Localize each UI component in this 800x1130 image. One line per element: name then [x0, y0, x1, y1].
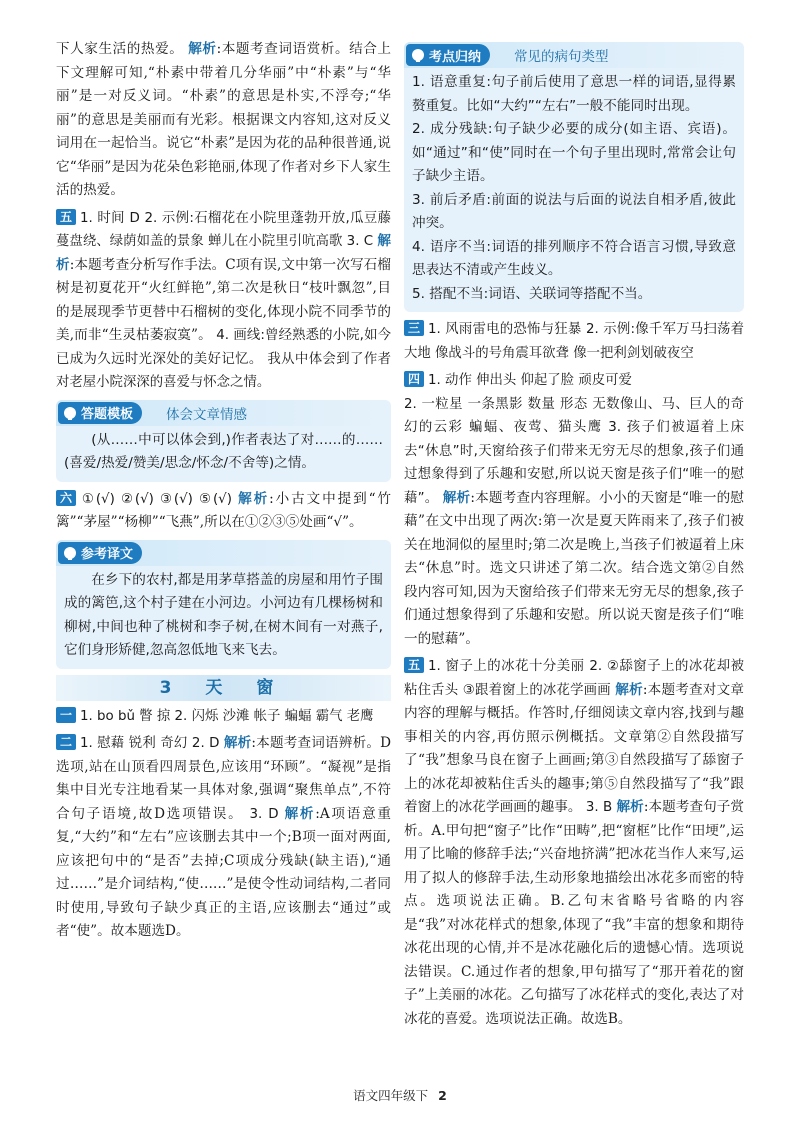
section-badge: 二 — [56, 734, 76, 750]
left-column — [56, 38, 391, 944]
box-body: 在乡下的农村,都是用茅草搭盖的房屋和用竹子围成的篱笆,这个村子建在小河边。小河边有几棵杨树和柳树,中间也种了桃树和李子树,在树木间有一对燕子,它们身形矫健,忽高忽低地飞来飞去。 — [64, 571, 383, 658]
key-point-item: 4. 语序不当:词语的排列顺序不符合语言习惯,导致意思表达不清或产生歧义。 — [412, 238, 736, 278]
box-tag: 答题模板 — [81, 407, 134, 422]
box-title: 体会文章情感 — [166, 406, 248, 423]
answer-section-4: 四 1. 动作 伸出头 仰起了脸 顽皮可爱 — [404, 369, 744, 393]
answer-section-5: 五 1. 时间 D 2. 示例:石榴花在小院里蓬勃开放,瓜豆藤蔓盘绕、绿荫如盖的景象 蝉儿在小院里引吭高歌 3. C 解析:本题考查分析写作手法。C项有误,文中第一次写石榴树是初夏花开“火红鲜艳”,第二次是秋日“枝叶飘忽”,目的是展现季节更替中石榴树的变化,体现小院不同季节的美,而非“生灵枯萎寂寞”。 4. 画线:曾经熟悉的小院,如今已成为久远时光深处的美好记忆。 我从中体会到了作者对老屋小院深深的喜爱与怀念之情。 — [56, 209, 391, 390]
right-column — [404, 38, 744, 1031]
section-badge: 一 — [56, 707, 76, 723]
page-number: 2 — [438, 1088, 447, 1103]
answer-section-4-cont: 2. 一粒星 一条黑影 数量 形态 无数像山、马、巨人的奇幻的云彩 蝙蝠、夜莺、猫头鹰 3. 孩子们被逼着上床去“休息”时,天窗给孩子们带来无穷无尽的想象,孩子们通过想象得到了乐趣和安慰,所以说天窗是孩子们“唯一的慰藉”。 解析:本题考查内容理解。小小的天窗是“唯一的慰藉”在文中出现了两次:第一次是夏天阵雨来了,孩子们被关在地洞似的屋里时;第二次是晚上,当孩子们被逼着上床去“休息”时。选文只讲述了第二次。结合选文第②自然段内容可知,因为天窗给孩子们带来无穷无尽的想象,孩子们通过想象得到了乐趣和安慰。所以说天窗是孩子们“唯一的慰藉”。 — [404, 396, 744, 647]
section-badge: 五 — [404, 657, 424, 673]
answer-section-2: 二 1. 慰藉 锐利 奇幻 2. D 解析:本题考查词语辨析。D选项,站在山顶看四周景色,应该用“环顾”。“凝视”是指集中目光专注地看某一具体对象,强调“聚焦单点”,不符合句子语境,故D选项错误。 3. D 解析:A项语意重复,“大约”和“左右”应该删去其中一个;B项一面对两面,应该把句中的“是否”去掉;C项成分残缺(缺主语),“通过……”是介词结构,“使……”是使令性动词结构,二者同时使用,导致句子缺少真正的主语,应该删去“通过”或者“使”。故本题选D。 — [56, 735, 392, 939]
answer-section-6: 六 ①(√) ②(√) ③(√) ⑤(√) 解析:小古文中提到“竹篱”“茅屋”“杨柳”“飞燕”,所以在①②③⑤处画“√”。 — [56, 490, 392, 530]
key-point-item: 2. 成分残缺:句子缺少必要的成分(如主语、宾语)。如“通过”和“使”同时在一个句子里出现时,常常会让句子缺少主语。 — [412, 121, 736, 184]
analysis-word-appreciation: 下人家生活的热爱。 解析:本题考查词语赏析。结合上下文理解可知,“朴素中带着几分华丽”中“朴素”与“华丽”是一对反义词。“朴素”的意思是朴实,不浮夸;“华丽”的意思是美丽而有光彩。根据课文内容知,这对反义词用在一起恰当。说它“朴素”是因为花的品种很普通,说它“华丽”是因为花朵色彩艳丽,体现了作者对乡下人家生活的热爱。 — [56, 41, 392, 198]
section-badge: 三 — [404, 320, 424, 336]
box-tag: 参考译文 — [81, 547, 134, 562]
page-footer — [0, 1086, 800, 1104]
key-point-item: 3. 前后矛盾:前面的说法与后面的说法自相矛盾,彼此冲突。 — [412, 191, 736, 231]
section-badge: 五 — [56, 209, 76, 225]
key-points-box — [404, 42, 744, 312]
lightbulb-icon — [412, 49, 424, 61]
key-point-item: 1. 语意重复:句子前后使用了意思一样的词语,显得累赘重复。比如“大约”“左右”一般不能同时出现。 — [412, 74, 736, 114]
lightbulb-icon — [64, 407, 76, 419]
box-title: 常见的病句类型 — [514, 49, 609, 65]
answer-section-1: 一 1. bo bǔ 瞥 掠 2. 闪烁 沙滩 帐子 蝙蝠 霸气 老鹰 — [56, 705, 391, 729]
answer-section-5-right: 五 1. 窗子上的冰花十分美丽 2. ②舔窗子上的冰花却被粘住舌头 ③跟着窗上的冰花学画画 解析:本题考查对文章内容的理解与概括。作答时,仔细阅读文章内容,找到与趣事相关的内容,再仿照示例概括。文章第②自然段描写了“我”想象马良在窗子上画画;第③自然段描写了舔窗子上的冰花却被粘住舌头的趣事;第⑤自然段描写了“我”跟着窗上的冰花学画画的趣事。 3. B 解析:本题考查句子赏析。A.甲句把“窗子”比作“田畴”,把“窗框”比作“田埂”,运用了比喻的修辞手法;“兴奋地挤满”把冰花当作人来写,运用了拟人的修辞手法,生动形象地描绘出冰花多而密的特点。选项说法正确。B.乙句末省略号省略的内容是“我”对冰花样式的想象,体现了“我”丰富的想象和期待冰花出现的心情,并不是冰花融化后的遗憾心情。选项说法错误。C.通过作者的想象,甲句描写了“那开着花的窗子”上美丽的冰花。乙句描写了冰花样式的变化,表达了对冰花的喜爱。选项说法正确。故选B。 — [404, 658, 745, 1027]
box-body: (从……中可以体会到,)作者表达了对……的……(喜爱/热爱/赞美/思念/怀念/不舍等)之情。 — [64, 431, 383, 471]
footer-book-title: 语文四年级下 — [353, 1088, 429, 1103]
answer-template-box — [56, 400, 391, 482]
box-tag: 考点归纳 — [429, 49, 482, 65]
section-badge: 四 — [404, 371, 424, 387]
key-point-item: 5. 搭配不当:词语、关联词等搭配不当。 — [412, 285, 652, 302]
section-badge: 六 — [56, 490, 76, 506]
reference-translation-box — [56, 540, 391, 669]
answer-section-3: 三 1. 风雨雷电的恐怖与狂暴 2. 示例:像千军万马扫荡着大地 像战斗的号角震耳欲聋 像一把利剑划破夜空 — [404, 321, 744, 361]
lesson-title: 3 天 窗 — [56, 675, 391, 701]
lightbulb-icon — [64, 547, 76, 559]
